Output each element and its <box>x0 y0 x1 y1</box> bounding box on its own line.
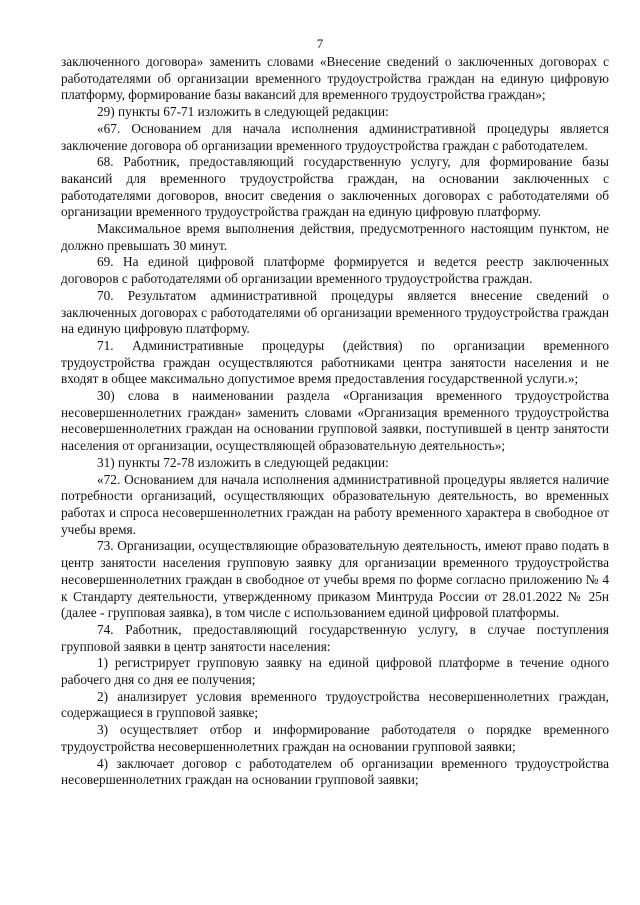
paragraph-item-29: 29) пункты 67-71 изложить в следующей редакции: <box>97 104 389 120</box>
paragraph-subitem-1: 1) регистрирует групповую заявку на единой цифровой платформе в течение одного рабочего дня со дня ее получения; <box>61 655 609 688</box>
paragraph-max-time: Максимальное время выполнения действия, предусмотренного настоящим пунктом, не должно превышать 30 минут. <box>61 221 609 253</box>
paragraph-continuation: заключенного договора» заменить словами «Внесение сведений о заключенных договорах с работодателями об организации временного трудоустройства граждан на единую цифровую платформу, формирование базы вакансий для временного трудоустройства граждан»; <box>61 54 609 103</box>
paragraph-clause-73: 73. Организации, осуществляющие образовательную деятельность, имеют право подать в центр занятости населения групповую заявку для организации временного трудоустройства несовершеннолетних граждан в свободное от учебы время по форме согласно приложению № 4 к Стандарту деятельности, утвержденному приказом Минтруда России от 28.01.2022 № 25н (далее - групповая заявка), в том числе с использованием единой цифровой платформы. <box>61 538 609 621</box>
paragraph-item-31: 31) пункты 72-78 изложить в следующей редакции: <box>97 454 389 470</box>
paragraph-clause-68: 68. Работник, предоставляющий государственную услугу, для формирование базы вакансий для временного трудоустройства граждан, на основании заключенных с работодателями договоров, вносит сведения о заключенных договорах с работодателями об организации временного трудоустройства граждан на единую цифровую платформу. <box>61 154 609 220</box>
paragraph-subitem-2: 2) анализирует условия временного трудоустройства несовершеннолетних граждан, содержащиеся в групповой заявке; <box>61 688 609 721</box>
page-number: 7 <box>316 36 324 51</box>
document-body <box>61 54 609 789</box>
paragraph-clause-70: 70. Результатом административной процедуры является внесение сведений о заключенных договорах с работодателями об организации временного трудоустройства граждан на единую цифровую платформу. <box>61 287 609 337</box>
paragraph-subitem-4: 4) заключает договор с работодателем об организации временного трудоустройства несовершеннолетних граждан на основании групповой заявки; <box>61 755 609 788</box>
paragraph-item-30: 30) слова в наименовании раздела «Организация временного трудоустройства несовершеннолетних граждан» заменить словами «Организация временного трудоустройства несовершеннолетних граждан на основании групповой заявки, поступившей в центр занятости населения от организации, осуществляющей образовательную деятельность»; <box>61 388 609 454</box>
paragraph-subitem-3: 3) осуществляет отбор и информирование работодателя о порядке временного трудоустройства несовершеннолетних граждан на основании групповой заявки; <box>61 722 609 754</box>
paragraph-clause-74: 74. Работник, предоставляющий государственную услугу, в случае поступления групповой заявки в центр занятости населения: <box>61 621 609 654</box>
paragraph-clause-72: «72. Основанием для начала исполнения административной процедуры является наличие потребности организаций, осуществляющих образовательную деятельность, во временных работах и спроса несовершеннолетних граждан на работу временного характера в свободное от учебы время. <box>61 471 609 537</box>
paragraph-clause-71: 71. Административные процедуры (действия) по организации временного трудоустройства граждан осуществляются работниками центра занятости населения и не входят в общее максимально допустимое время предоставления государственной услуги.»; <box>61 337 609 387</box>
paragraph-clause-69: 69. На единой цифровой платформе формируется и ведется реестр заключенных договоров с работодателями об организации временного трудоустройства граждан. <box>61 254 609 287</box>
paragraph-clause-67: «67. Основанием для начала исполнения административной процедуры является заключение договора об организации временного трудоустройства граждан с работодателем. <box>61 120 609 153</box>
